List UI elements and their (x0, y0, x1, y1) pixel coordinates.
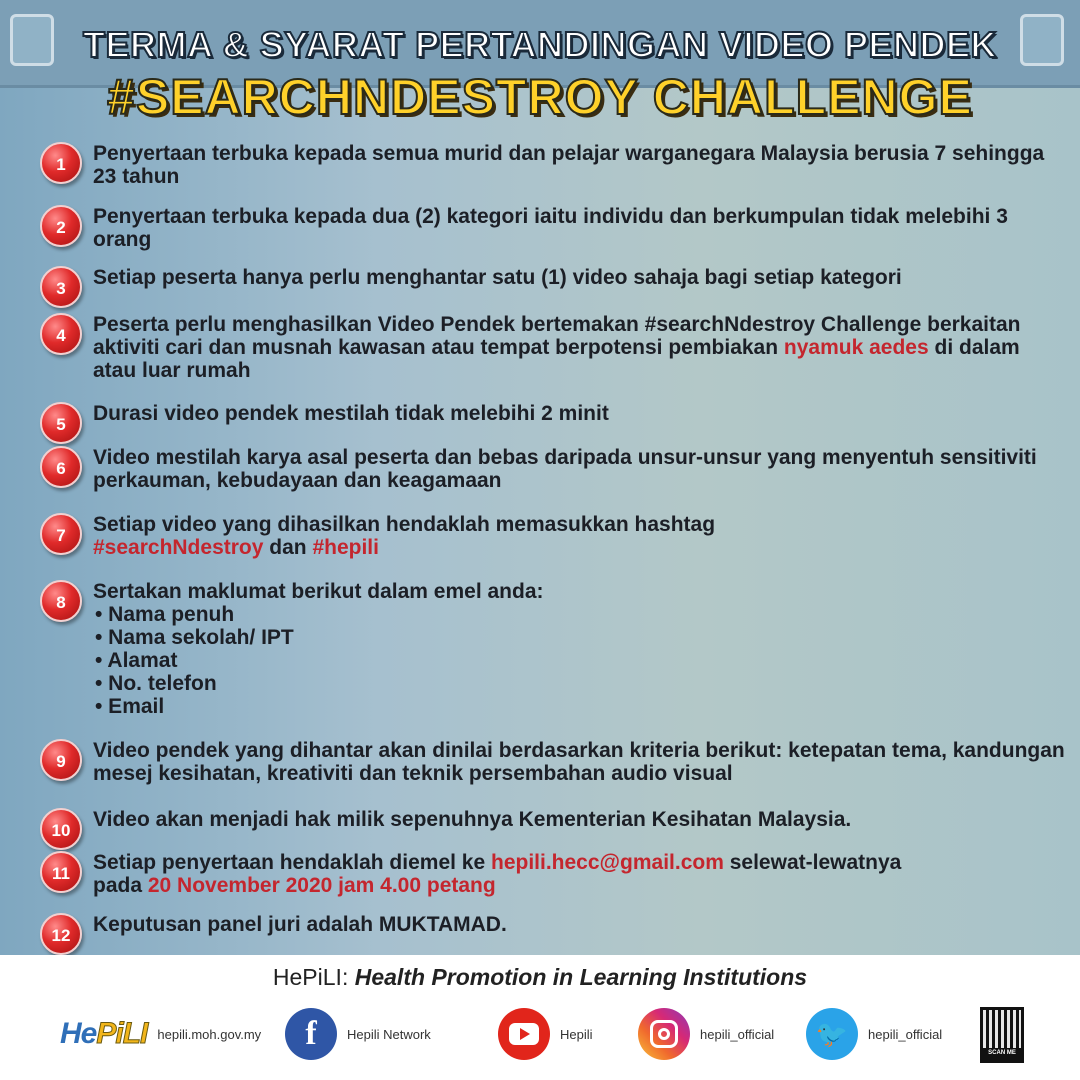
rule-text-part: Peserta perlu menghasilkan Video Pendek bertemakan #searchNdestroy Challenge berkaitan aktiviti cari dan musnah kawasan atau tempat berpotensi pembiakan (93, 313, 1021, 359)
youtube-icon (498, 1008, 550, 1060)
tagline (0, 964, 1080, 991)
rule-number-badge: 4 (40, 313, 82, 355)
instagram-icon (638, 1008, 690, 1060)
highlight-aedes: nyamuk aedes (783, 336, 929, 359)
rule-text-part: di dalam atau luar rumah (93, 336, 1020, 382)
rule-text: Video mestilah karya asal peserta dan bebas daripada unsur-unsur yang menyentuh sensitiviti perkauman, kebudayaan dan keagamaan (93, 446, 1037, 492)
rule-number-badge: 1 (40, 142, 82, 184)
facebook-link[interactable] (285, 1007, 431, 1061)
rule-text-part: dan (269, 536, 307, 559)
qr-pattern (983, 1010, 1021, 1048)
rule-number-badge: 8 (40, 580, 82, 622)
rule-text: Penyertaan terbuka kepada semua murid dan pelajar warganegara Malaysia berusia 7 sehingga 23 tahun (93, 142, 1045, 188)
hashtag-hepili: #hepili (312, 536, 379, 559)
tagline-main: Health Promotion in Learning Institutions (354, 964, 808, 990)
title-line-1: TERMA & SYARAT PERTANDINGAN VIDEO PENDEK (82, 24, 998, 65)
rule-number-badge: 5 (40, 402, 82, 444)
deadline-text: 20 November 2020 jam 4.00 petang (147, 874, 496, 897)
website-label: hepili.moh.gov.my (157, 1026, 262, 1042)
hashtag-searchndestroy: #searchNdestroy (93, 536, 264, 559)
rule-text: Setiap peserta hanya perlu menghantar satu (1) video sahaja bagi setiap kategori (93, 266, 902, 289)
rule-text-part: Setiap penyertaan hendaklah diemel ke (93, 851, 486, 874)
hepili-logo: HePiLI (60, 1017, 148, 1050)
rule-number-badge: 6 (40, 446, 82, 488)
youtube-link[interactable] (498, 1007, 593, 1061)
rule-number-badge: 7 (40, 513, 82, 555)
bullet-item: • Nama sekolah/ IPT (95, 626, 294, 649)
bullet-item: • Nama penuh (95, 603, 235, 626)
tagline-prefix: HePiLI: (272, 964, 349, 990)
qr-code[interactable] (980, 1007, 1024, 1063)
instagram-link[interactable] (638, 1007, 774, 1061)
rule-text (93, 513, 1068, 559)
rule-number-badge: 9 (40, 739, 82, 781)
rule-text: Video pendek yang dihantar akan dinilai berdasarkan kriteria berikut: ketepatan tema, kandungan mesej kesihatan, kreativiti dan teknik persembahan audio visual (93, 739, 1065, 785)
rule-text-part: Setiap video yang dihasilkan hendaklah memasukkan hashtag (93, 513, 716, 536)
rule-number-badge: 10 (40, 808, 82, 850)
rule-text-part: pada (93, 874, 143, 897)
title-line-2: #SEARCHNDESTROY CHALLENGE (107, 69, 973, 125)
qr-scan-label: SCAN ME (988, 1050, 1016, 1056)
rule-text: Penyertaan terbuka kepada dua (2) kategori iaitu individu dan berkumpulan tidak melebihi 3 orang (93, 205, 1008, 251)
facebook-label: Hepili Network (347, 1026, 431, 1042)
twitter-icon: 🐦 (806, 1008, 858, 1060)
rule-text: Video akan menjadi hak milik sepenuhnya Kementerian Kesihatan Malaysia. (93, 808, 852, 831)
rule-text-part: Sertakan maklumat berikut dalam emel anda: (93, 580, 544, 603)
rule-text: Durasi video pendek mestilah tidak melebihi 2 minit (93, 402, 609, 425)
rule-text (93, 313, 1068, 382)
rule-text (93, 851, 1068, 897)
rule-number-badge: 12 (40, 913, 82, 955)
rule-text: Keputusan panel juri adalah MUKTAMAD. (93, 913, 507, 936)
instagram-label: hepili_official (700, 1026, 775, 1042)
website-link[interactable] (60, 1007, 261, 1061)
youtube-label: Hepili (560, 1026, 593, 1042)
footer (0, 955, 1080, 1080)
twitter-label: hepili_official (868, 1026, 943, 1042)
facebook-icon: f (285, 1008, 337, 1060)
rule-number-badge: 3 (40, 266, 82, 308)
rule-number-badge: 2 (40, 205, 82, 247)
bullet-item: • Email (95, 695, 165, 718)
email-link[interactable]: hepili.hecc@gmail.com (491, 851, 724, 874)
bullet-item: • No. telefon (95, 672, 217, 695)
rule-number-badge: 11 (40, 851, 82, 893)
bullet-item: • Alamat (95, 649, 178, 672)
twitter-link[interactable] (806, 1007, 942, 1061)
rule-text-part: selewat-lewatnya (729, 851, 902, 874)
rule-text (93, 580, 1068, 718)
